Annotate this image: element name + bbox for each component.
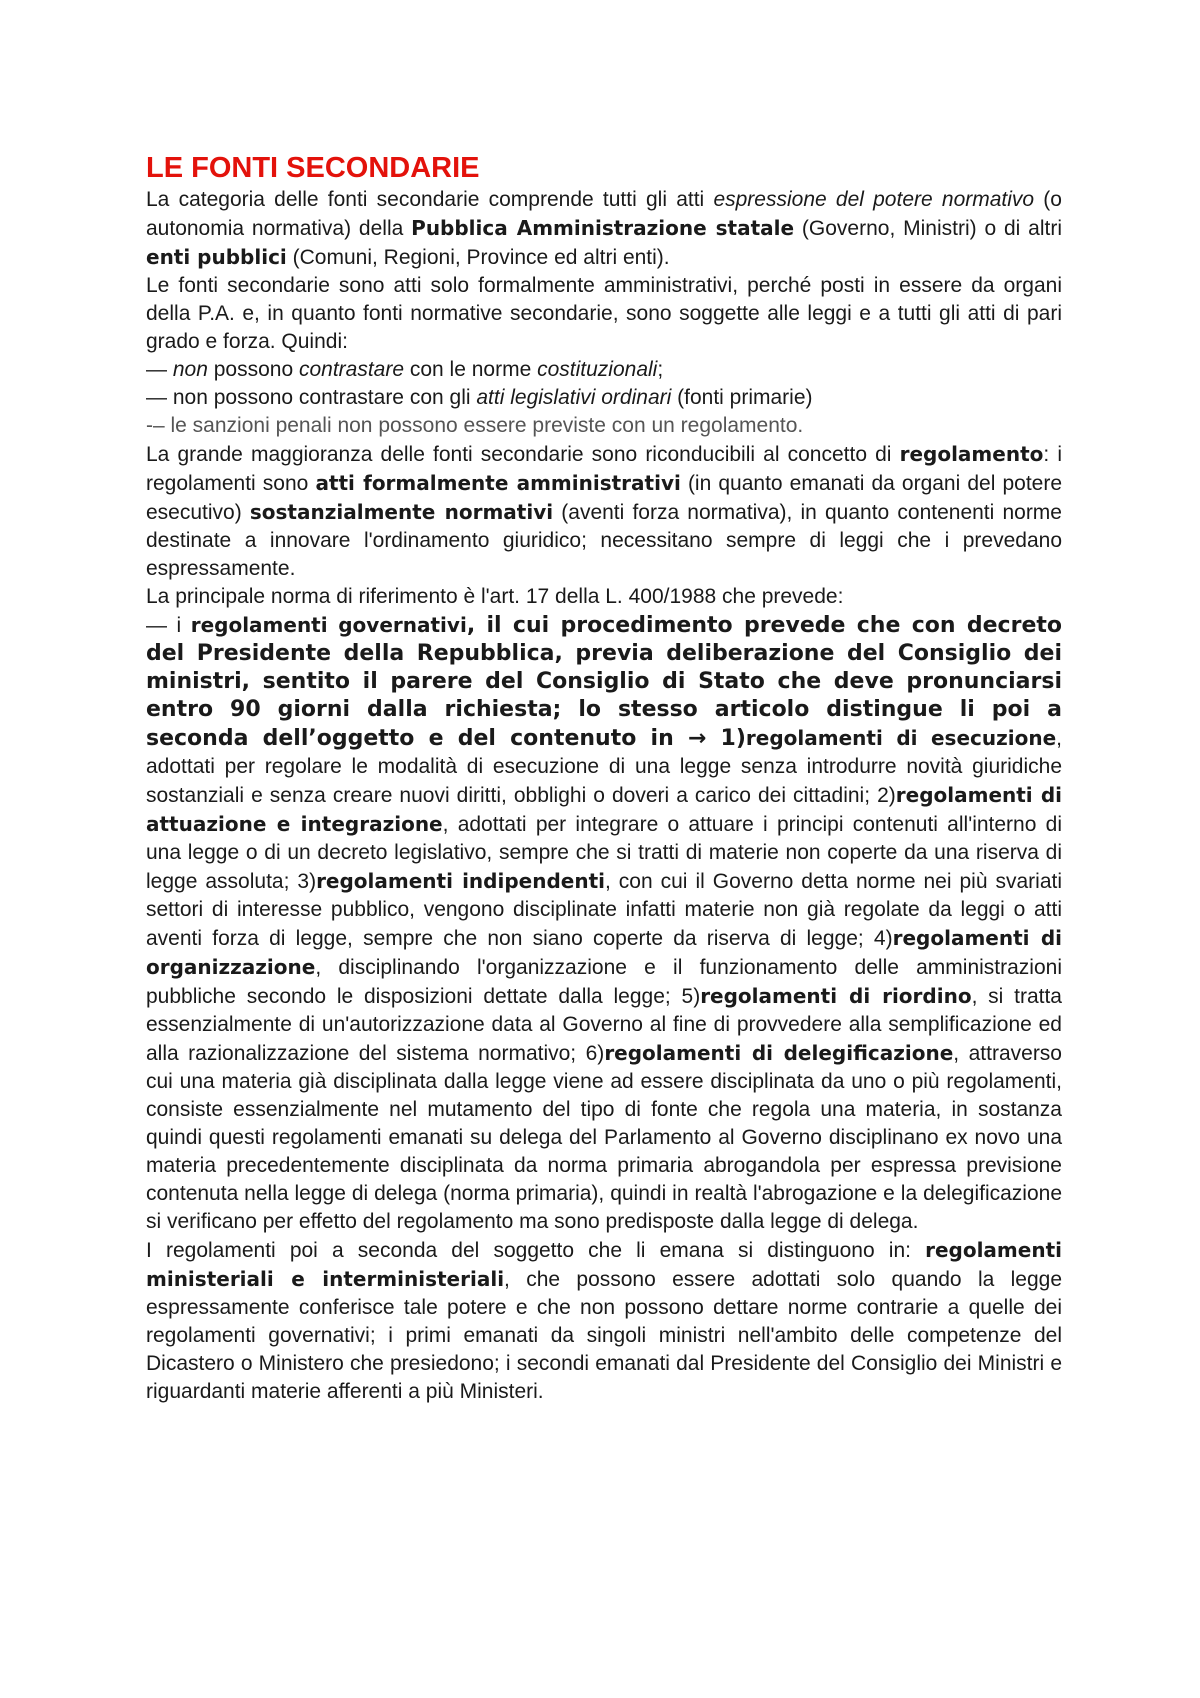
paragraph-regolamento — [146, 440, 1062, 583]
list-item-constitutional — [146, 356, 1062, 384]
italic-run: espressione del potere normativo — [713, 188, 1035, 211]
text-run: (fonti primarie) — [671, 386, 813, 409]
bold-run: Pubblica Amministrazione statale — [411, 216, 795, 240]
italic-run: contrastare — [298, 358, 405, 381]
list-item-penalties: -– le sanzioni penali non possono essere previste con un regolamento. — [146, 414, 804, 437]
text-run: , con cui il Governo detta norme nei più svariati settori di interesse pubblico, vengono disciplinate infatti materie non già regolate da leggi o atti aventi forza di legge, sempre che non siano coperte da riserva di legge; 4) — [146, 870, 1062, 950]
paragraph-secondary-sources: Le fonti secondarie sono atti solo formalmente amministrativi, perché posti in essere da organi della P.A. e, in quanto fonti normative secondarie, sono soggette alle leggi e a tutti gli atti di pari grado e forza. Quindi: — [146, 274, 1062, 353]
bold-run: enti pubblici — [146, 245, 287, 269]
document-title: LE FONTI SECONDARIE — [146, 152, 480, 184]
paragraph-intro — [146, 186, 1062, 272]
document-page — [146, 150, 1062, 1406]
text-run: I regolamenti poi a seconda del soggetto che li emana si distinguono in: — [146, 1239, 926, 1262]
bold-run: regolamenti di organizzazione — [146, 926, 1063, 979]
list-item-legislative — [146, 384, 1062, 412]
text-run: , che possono essere adottati solo quando la legge espressamente conferisce tale potere e che non possono dettare norme contrarie a quelle dei regolamenti governativi; i primi emanati da singoli ministri nell'ambito delle competenze del Dicastero o Ministero che presiedono; i secondi emanati dal Presidente del Consiglio dei Ministri e riguardanti materie afferenti a più Ministeri. — [146, 1268, 1062, 1403]
text-run: con le norme — [404, 358, 538, 381]
text-run: La grande maggioranza delle fonti secondarie sono riconducibili al concetto di — [146, 443, 900, 466]
text-run: , adottati per integrare o attuare i principi contenuti all'interno di una legge o di un decreto legislativo, sempre che si tratti di materie non coperte da una riserva di legge assoluta; 3) — [146, 813, 1062, 893]
text-run: (in quanto emanati da organi del potere esecutivo) — [146, 472, 1063, 524]
paragraph-norm-reference: La principale norma di riferimento è l'art. 17 della L. 400/1988 che prevede: — [146, 585, 844, 608]
bold-run: regolamenti di attuazione e integrazione — [146, 783, 1062, 836]
text-run: possono — [207, 358, 299, 381]
bold-run: atti formalmente amministrativi — [315, 471, 681, 495]
text-run: (aventi forza normativa), in quanto contenenti norme destinate a innovare l'ordinamento giuridico; necessitano sempre di leggi che i prevedano espressamente. — [146, 501, 1062, 580]
italic-run: costituzionali — [537, 358, 658, 381]
text-run: (Comuni, Regioni, Province ed altri enti). — [286, 246, 670, 269]
bold-run: regolamenti ministeriali e interministeriali — [146, 1238, 1062, 1291]
paragraph-ministerial-regulations — [146, 1236, 1062, 1406]
text-run: , si tratta essenzialmente di un'autorizzazione data al Governo al fine di provvedere alla semplificazione ed alla razionalizzazione del sistema normativo; 6) — [146, 985, 1062, 1065]
italic-run: non — [172, 358, 208, 381]
bold-run: regolamenti di esecuzione — [745, 726, 1057, 750]
bold-run: sostanzialmente normativi — [249, 500, 554, 524]
text-run: ; — [657, 358, 664, 381]
text-run: , disciplinando l'organizzazione e il funzionamento delle amministrazioni pubbliche secondo le disposizioni dettate dalla legge; 5) — [146, 956, 1062, 1008]
text-run: (Governo, Ministri) o di altri — [794, 217, 1062, 240]
text-run: La categoria delle fonti secondarie comprende tutti gli atti — [146, 188, 714, 211]
bold-run: regolamenti di riordino — [700, 984, 972, 1008]
bold-run: regolamento — [899, 442, 1044, 466]
text-run: — — [146, 358, 173, 381]
bold-run: regolamenti di delegificazione — [604, 1041, 954, 1065]
text-run: , attraverso cui una materia già disciplinata dalla legge viene ad essere disciplinata da uno o più regolamenti, consiste essenzialmente nel mutamento del tipo di fonte che regola una materia, in sostanza quindi questi regolamenti emanati su delega del Parlamento al Governo disciplinano ex novo una materia precedentemente disciplinata da norma primaria abrogandola per espressa previsione contenuta nella legge di delega (norma primaria), quindi in realtà l'abrogazione e la delegificazione si verificano per effetto del regolamento ma sono predisposte dalla legge di delega. — [146, 1042, 1062, 1233]
text-run: — i — [146, 614, 191, 637]
bold-run: regolamenti governativi — [190, 613, 467, 637]
text-run: (o autonomia normativa) della — [146, 188, 1062, 240]
bold-run: regolamenti indipendenti — [316, 869, 605, 893]
text-run: , adottati per regolare le modalità di esecuzione di una legge senza introdurre novità giuridiche sostanziali e senza creare nuovi diritti, obblighi o doveri a carico dei cittadini; 2) — [146, 727, 1062, 807]
paragraph-governmental-regulations — [146, 611, 1062, 1236]
italic-run: atti legislativi ordinari — [476, 386, 672, 409]
bold-run: , il cui procedimento prevede che con decreto del Presidente della Repubblica, previa deliberazione del Consiglio dei ministri, sentito il parere del Consiglio di Stato che deve pronunciarsi entro 90 giorni dalla richiesta; lo stesso articolo distingue li poi a seconda dell’oggetto e del contenuto in → 1) — [146, 613, 1062, 751]
text-run: — non possono contrastare con gli — [146, 386, 477, 409]
text-run: : i regolamenti sono — [146, 443, 1062, 495]
